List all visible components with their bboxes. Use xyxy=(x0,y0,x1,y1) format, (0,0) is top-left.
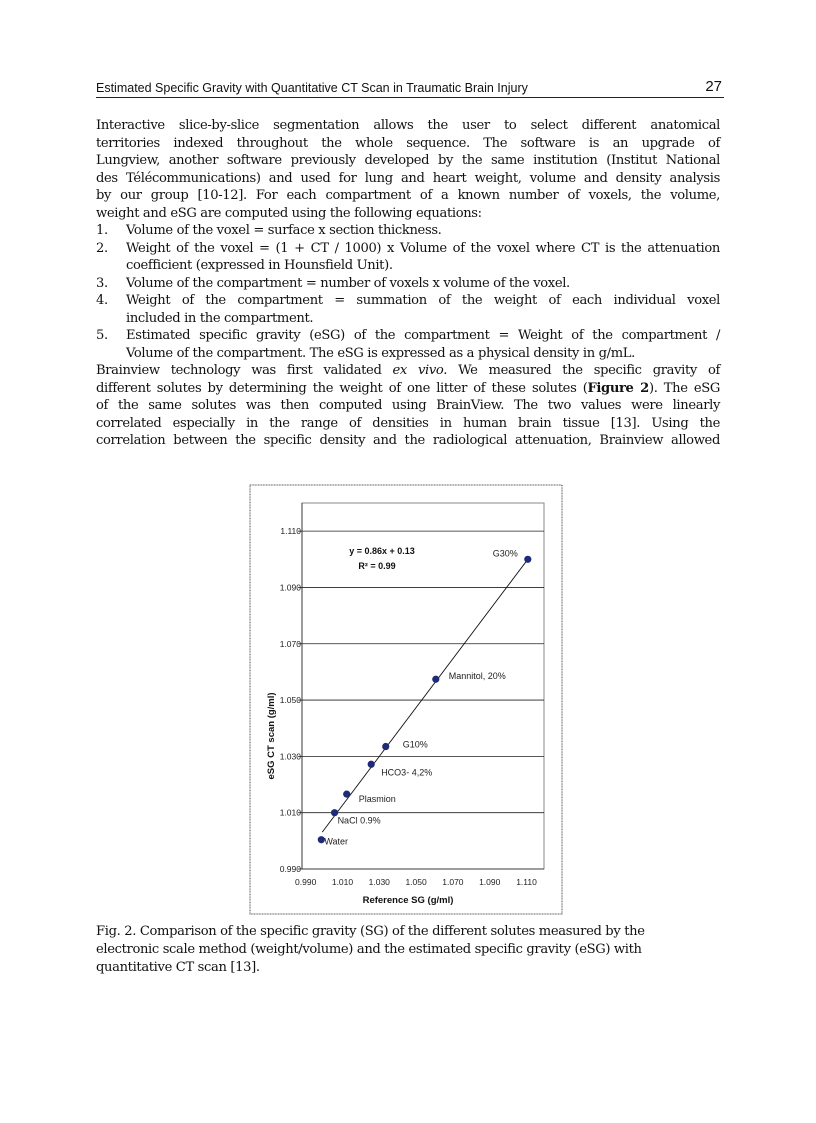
r-squared-label: R² = 0.99 xyxy=(358,561,396,571)
list-number: 5. xyxy=(96,328,108,343)
y-axis-title: eSG CT scan (g/ml) xyxy=(266,692,277,780)
x-tick-label: 1.050 xyxy=(405,877,427,887)
data-point-label: Mannitol, 20% xyxy=(448,671,506,682)
text-segment: correlation between the specific density and the radiological attenuation, Brainview allowed xyxy=(96,433,720,448)
y-tick-label: 1.090 xyxy=(279,582,301,593)
list-item-line xyxy=(96,240,720,258)
list-number: 3. xyxy=(96,275,108,291)
text-segment: des Télécommunications) and used for lung and heart weight, volume and density analysis xyxy=(96,170,720,186)
caption-line: electronic scale method (weight/volume) and the estimated specific gravity (eSG) with xyxy=(96,942,642,957)
text-segment: Weight of the compartment = summation of the weight of each individual voxel xyxy=(126,293,720,308)
text-segment: Volume of the compartment. The eSG is expressed as a physical density in g/mL. xyxy=(126,345,635,361)
figure-caption xyxy=(96,923,720,977)
x-axis-title: Reference SG (g/ml) xyxy=(362,895,454,906)
text-line xyxy=(96,432,720,450)
list-number: 1. xyxy=(96,223,108,238)
x-tick-label: 1.090 xyxy=(479,877,501,887)
list-item-line xyxy=(96,275,720,293)
y-tick-label: 0.990 xyxy=(279,864,301,874)
text-segment: of the same solutes was then computed using BrainView. The two values were linearly xyxy=(96,398,720,413)
data-point-label: Plasmion xyxy=(358,794,396,805)
y-tick-label: 1.110 xyxy=(280,526,301,537)
text-line xyxy=(96,187,720,205)
data-point-label: HCO3- 4,2% xyxy=(381,767,433,778)
x-tick-label: 1.110 xyxy=(516,877,537,887)
running-header-title: Estimated Specific Gravity with Quantitative CT Scan in Traumatic Brain Injury xyxy=(96,81,528,95)
text-line xyxy=(96,170,720,188)
text-line xyxy=(96,205,720,223)
text-segment: We measured the specific gravity of xyxy=(447,363,720,378)
data-point-label: G10% xyxy=(402,739,428,750)
text-line xyxy=(96,152,720,170)
text-line xyxy=(96,310,720,328)
trendline-equation: y = 0.86x + 0.13 xyxy=(349,546,415,556)
list-item-line xyxy=(96,327,720,345)
list-item-line xyxy=(96,292,720,310)
data-point xyxy=(343,791,350,798)
text-line xyxy=(96,345,720,363)
text-segment: Estimated specific gravity (eSG) of the compartment = Weight of the compartment / xyxy=(126,328,720,343)
text-line xyxy=(96,380,720,398)
body-text xyxy=(96,117,720,450)
text-segment: ). The eSG xyxy=(648,380,720,396)
data-point xyxy=(382,743,389,750)
x-tick-label: 1.010 xyxy=(331,877,354,887)
page-number: 27 xyxy=(705,78,722,95)
text-line xyxy=(96,362,720,380)
data-point-label: G30% xyxy=(492,548,518,559)
text-segment: different solutes by determining the weight of one litter of these solutes ( xyxy=(96,380,588,396)
list-number: 2. xyxy=(96,240,108,256)
text-segment: included in the compartment. xyxy=(126,310,314,326)
y-tick-label: 1.050 xyxy=(279,695,301,706)
text-segment: Brainview technology was first validated xyxy=(96,363,393,378)
text-line xyxy=(96,397,720,415)
text-segment: by our group [10-12]. For each compartment of a known number of voxels, the volume, xyxy=(96,188,720,203)
y-tick-label: 1.070 xyxy=(279,638,301,649)
text-segment: Lungview, another software previously developed by the same institution (Institut National xyxy=(96,153,720,168)
italic-text: ex vivo. xyxy=(392,363,448,378)
text-line xyxy=(96,117,720,135)
y-tick-label: 1.010 xyxy=(279,807,301,818)
text-segment: Weight of the voxel = (1 + CT / 1000) x Volume of the voxel where CT is the attenuation xyxy=(126,240,720,256)
x-tick-label: 0.990 xyxy=(295,877,317,887)
x-tick-label: 1.070 xyxy=(442,877,464,887)
data-point xyxy=(524,556,531,563)
text-segment: weight and eSG are computed using the following equations: xyxy=(96,205,482,221)
text-segment: Volume of the voxel = surface x section thickness. xyxy=(126,223,442,238)
figure-reference: Figure 2 xyxy=(587,380,649,396)
x-tick-label: 1.030 xyxy=(368,877,390,887)
caption-line: quantitative CT scan [13]. xyxy=(96,960,260,975)
y-tick-label: 1.030 xyxy=(279,751,301,762)
data-point-label: Water xyxy=(324,836,348,847)
text-segment: territories indexed throughout the whole sequence. The software is an upgrade of xyxy=(96,135,720,151)
data-point xyxy=(368,761,375,768)
text-line xyxy=(96,135,720,153)
list-item-line xyxy=(96,222,720,240)
figure-2-chart xyxy=(240,480,565,920)
running-header xyxy=(96,80,724,98)
text-segment: Volume of the compartment = number of voxels x volume of the voxel. xyxy=(126,275,570,291)
text-segment: coefficient (expressed in Hounsfield Unit). xyxy=(126,258,393,273)
list-number: 4. xyxy=(96,293,108,308)
data-point xyxy=(432,676,439,683)
caption-line: Fig. 2. Comparison of the specific gravity (SG) of the different solutes measured by the xyxy=(96,924,645,939)
scatter-plot xyxy=(240,480,565,920)
text-line xyxy=(96,415,720,433)
text-line xyxy=(96,257,720,275)
text-segment: Interactive slice-by-slice segmentation allows the user to select different anatomical xyxy=(96,118,720,133)
data-point-label: NaCl 0.9% xyxy=(337,815,381,826)
text-segment: correlated especially in the range of densities in human brain tissue [13]. Using the xyxy=(96,415,720,431)
